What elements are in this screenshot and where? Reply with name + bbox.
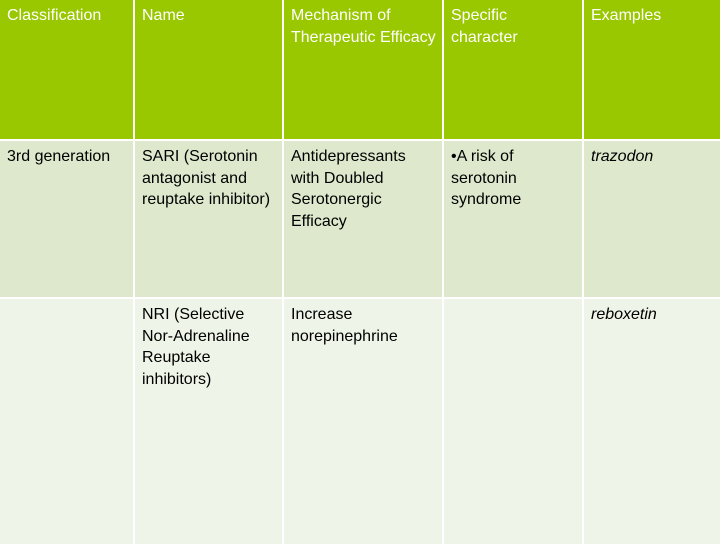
row2-name: NRI (Selective Nor-Adrenaline Reuptake inhibitors) — [135, 299, 282, 544]
header-examples: Examples — [584, 0, 720, 139]
row2-classification — [0, 299, 133, 544]
row1-classification: 3rd generation — [0, 141, 133, 297]
row1-specific-text: A risk of serotonin syndrome — [451, 148, 522, 208]
row1-specific-character — [444, 141, 582, 297]
row1-name: SARI (Serotonin antagonist and reuptake inhibitor) — [135, 141, 282, 297]
header-mechanism: Mechanism of Therapeutic Efficacy — [284, 0, 442, 139]
header-name: Name — [135, 0, 282, 139]
row1-mechanism: Antidepressants with Doubled Serotonergic Efficacy — [284, 141, 442, 297]
row1-example: trazodon — [584, 141, 720, 297]
header-specific-character: Specific character — [444, 0, 582, 139]
header-classification: Classification — [0, 0, 133, 139]
row2-example: reboxetin — [584, 299, 720, 544]
row2-mechanism: Increase norepinephrine — [284, 299, 442, 544]
row2-specific-character — [444, 299, 582, 544]
